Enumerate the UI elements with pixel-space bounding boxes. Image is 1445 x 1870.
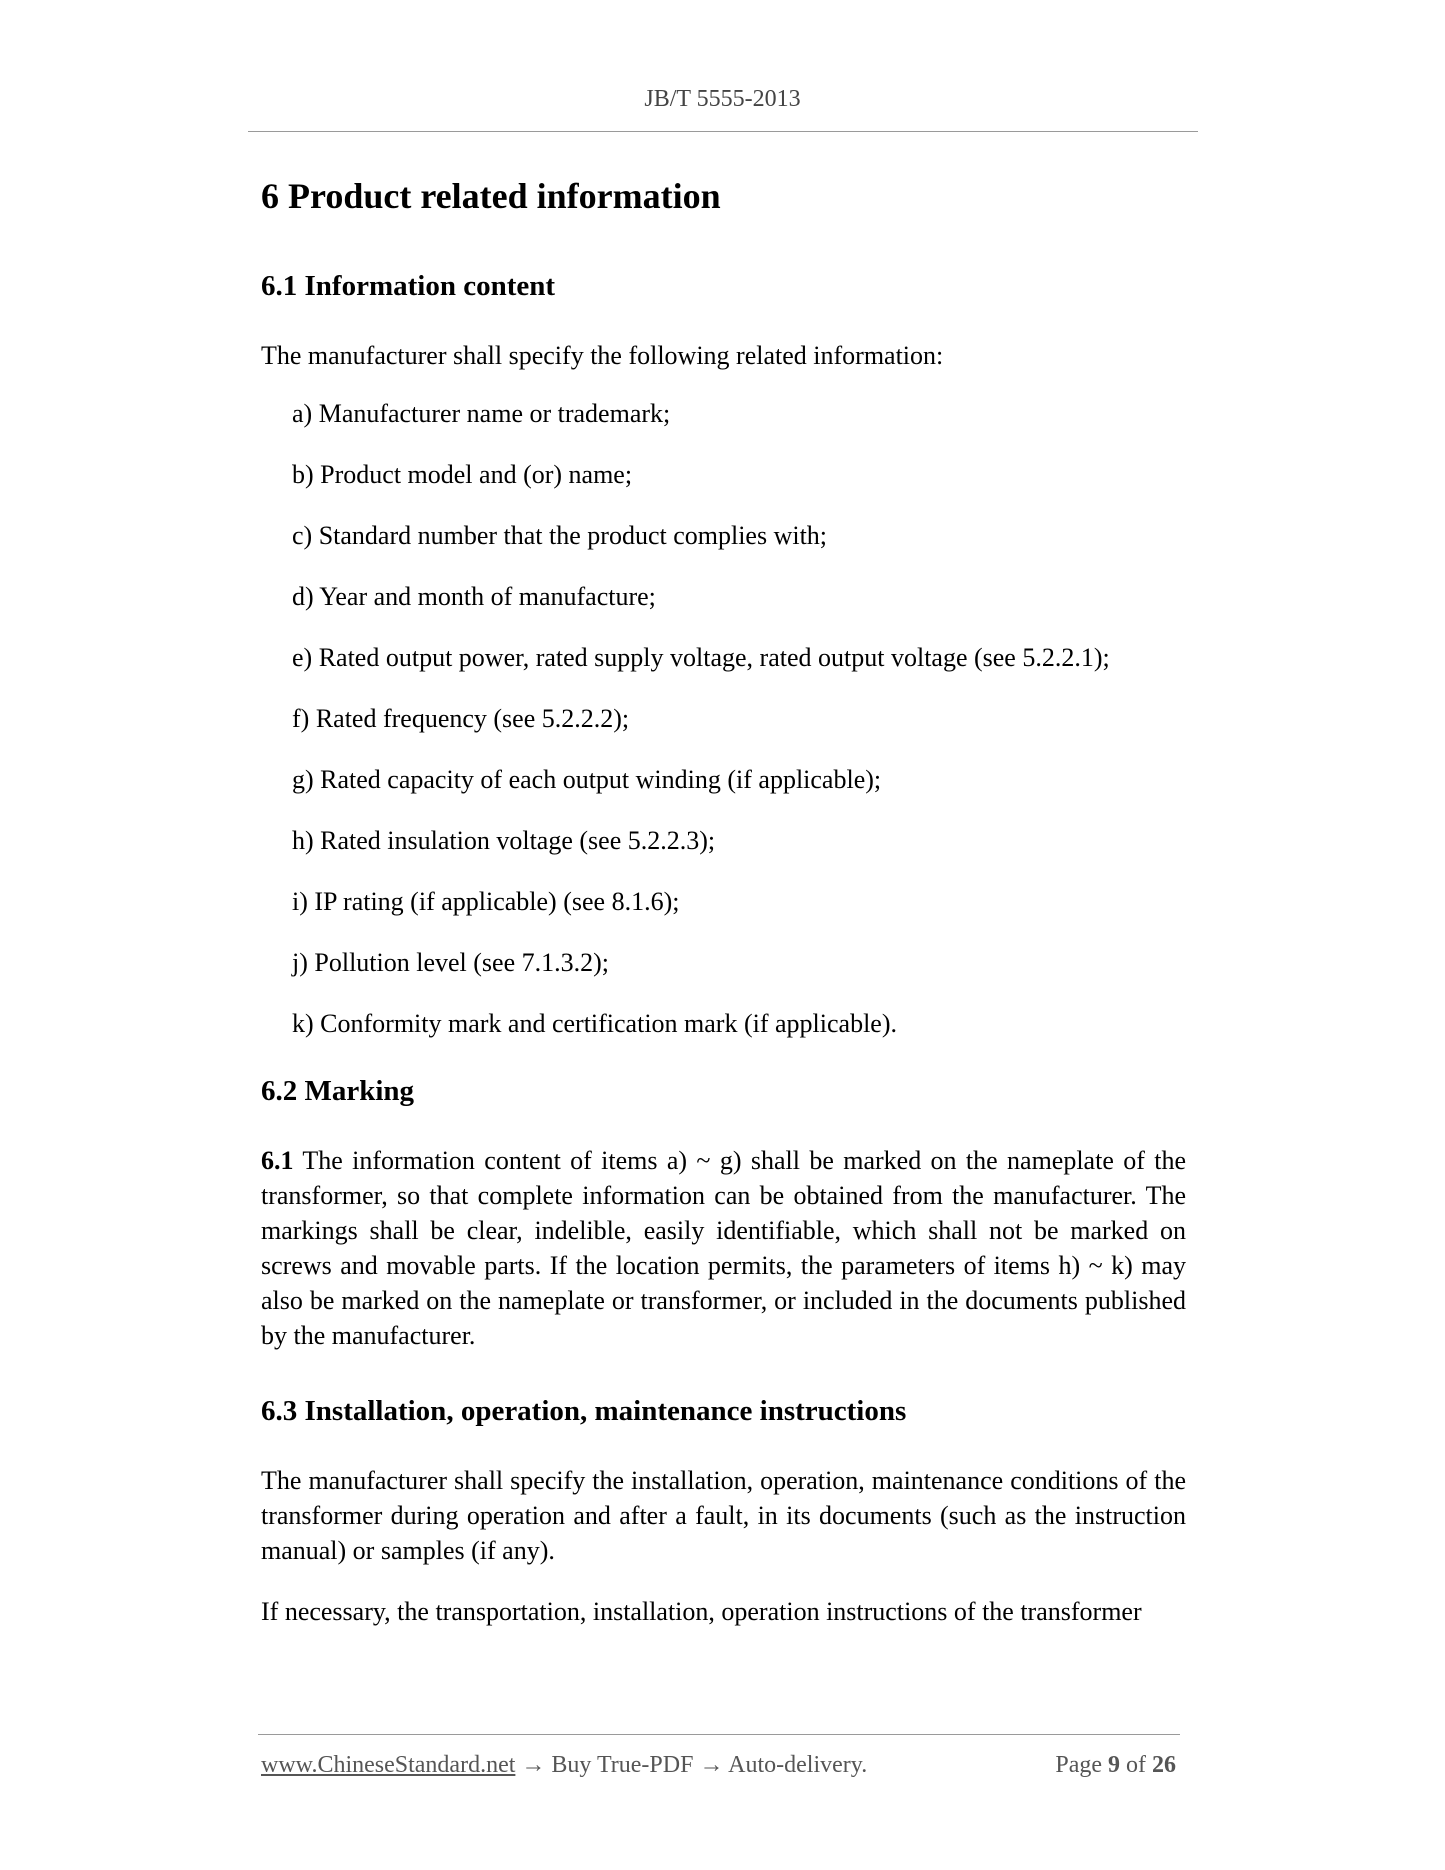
auto-delivery-text: Auto-delivery. <box>728 1752 868 1778</box>
section-6-2-heading: 6.2 Marking <box>261 1075 415 1107</box>
list-item: h) Rated insulation voltage (see 5.2.2.3); <box>292 826 716 855</box>
arrow-right-icon: → <box>699 1752 724 1778</box>
list-item: d) Year and month of manufacture; <box>292 582 656 611</box>
buy-pdf-text: Buy True-PDF <box>551 1752 694 1778</box>
of-label: of <box>1126 1752 1146 1778</box>
current-page-number: 9 <box>1108 1752 1120 1778</box>
list-item: f) Rated frequency (see 5.2.2.2); <box>292 704 630 733</box>
header-divider <box>248 131 1198 132</box>
clause-reference: 6.1 <box>261 1146 294 1175</box>
list-item: i) IP rating (if applicable) (see 8.1.6); <box>292 887 680 916</box>
list-item: c) Standard number that the product complies with; <box>292 521 828 550</box>
footer-promo <box>261 1752 867 1779</box>
list-item: a) Manufacturer name or trademark; <box>292 399 671 428</box>
document-code-header: JB/T 5555-2013 <box>644 86 801 112</box>
list-item: k) Conformity mark and certification mark (if applicable). <box>292 1009 897 1038</box>
list-item: b) Product model and (or) name; <box>292 460 633 489</box>
section-6-1-heading: 6.1 Information content <box>261 270 556 302</box>
section-6-3-paragraph-1: The manufacturer shall specify the installation, operation, maintenance conditions of the transformer during operation and after a fault, in its documents (such as the instruction manual) or samples (if any). <box>261 1466 1186 1565</box>
section-6-heading: 6 Product related information <box>261 176 721 216</box>
information-items-list <box>261 396 1186 1041</box>
page-number <box>1055 1752 1176 1779</box>
page-label: Page <box>1055 1752 1102 1778</box>
list-item: g) Rated capacity of each output winding (if applicable); <box>292 765 882 794</box>
page-content <box>261 172 1186 1655</box>
footer-divider <box>258 1734 1180 1735</box>
arrow-right-icon: → <box>521 1752 546 1778</box>
list-item: j) Pollution level (see 7.1.3.2); <box>292 948 610 977</box>
section-6-3-paragraph-2: If necessary, the transportation, installation, operation instructions of the transformer <box>261 1597 1142 1626</box>
section-6-3-heading: 6.3 Installation, operation, maintenance instructions <box>261 1395 907 1427</box>
total-pages-number: 26 <box>1152 1752 1176 1778</box>
site-link[interactable]: www.ChineseStandard.net <box>261 1752 516 1778</box>
section-6-1-intro: The manufacturer shall specify the following related information: <box>261 341 944 370</box>
section-6-2-text: The information content of items a) ~ g) shall be marked on the nameplate of the transformer, so that complete information can be obtained from the manufacturer. The markings shall be clear, indelible, easily identifiable, which shall not be marked on screws and movable parts. If the location permits, the parameters of items h) ~ k) may also be marked on the nameplate or transformer, or included in the documents published by the manufacturer. <box>261 1146 1186 1350</box>
list-item: e) Rated output power, rated supply voltage, rated output voltage (see 5.2.2.1); <box>292 643 1110 672</box>
section-6-2-paragraph <box>261 1143 1186 1353</box>
